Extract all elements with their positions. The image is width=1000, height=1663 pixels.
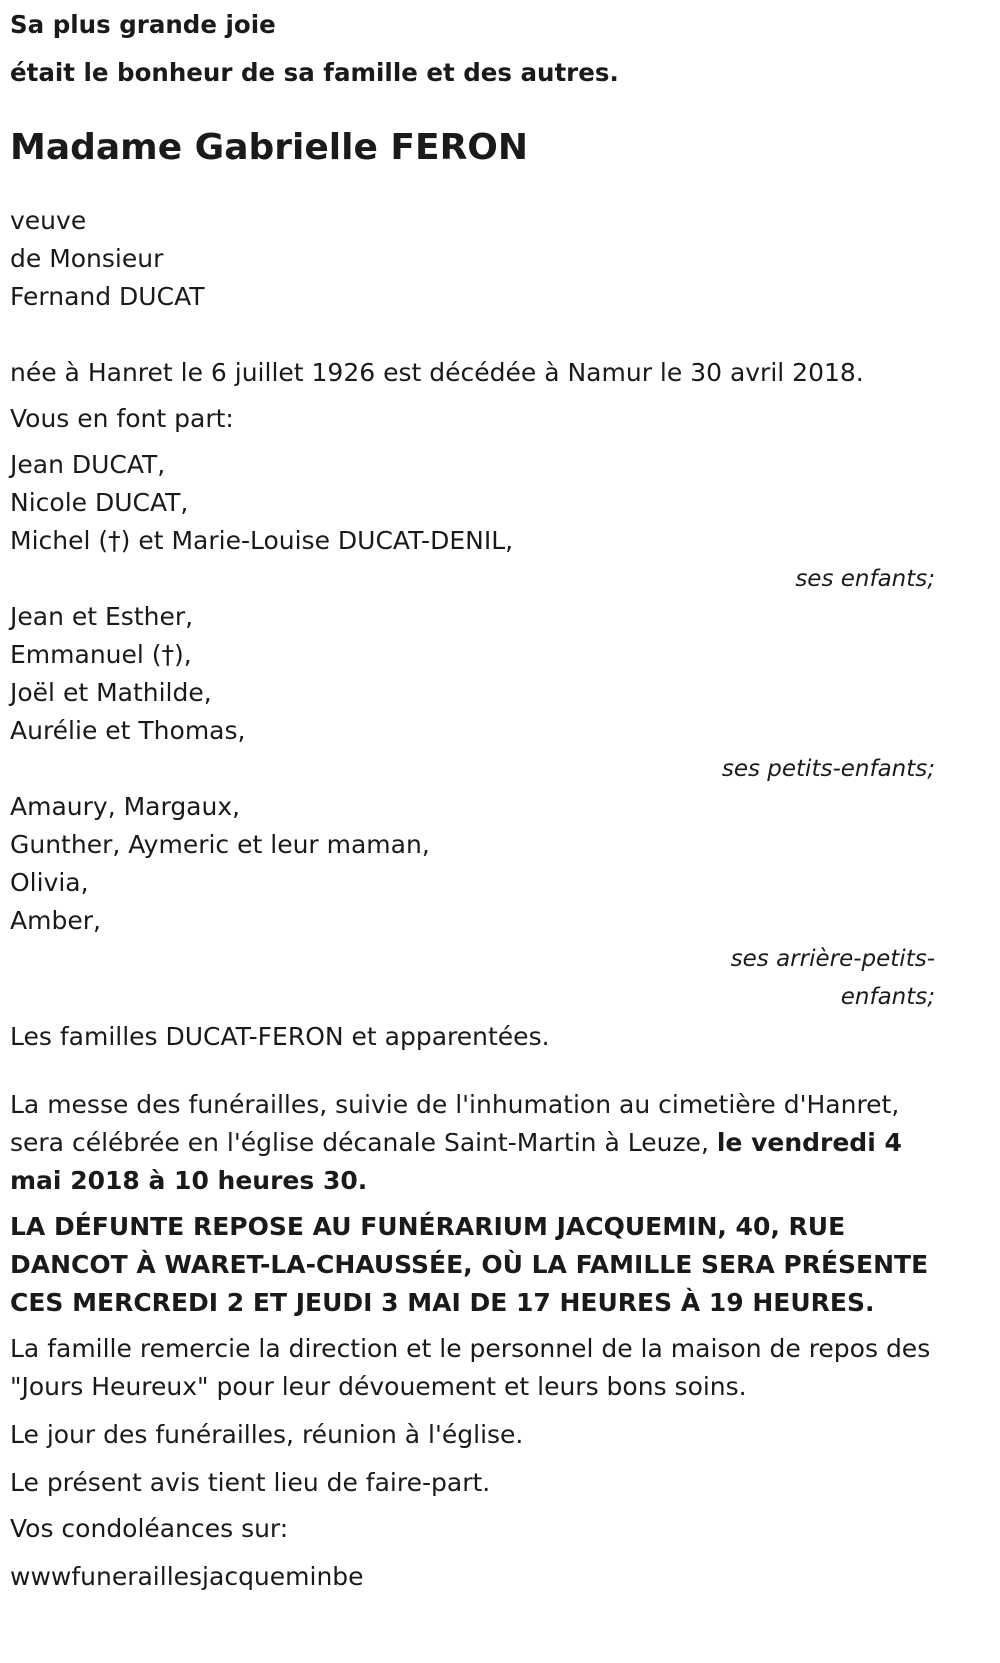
children-role: ses enfants;: [795, 566, 935, 592]
epigraph-line-1: Sa plus grande joie: [10, 10, 276, 39]
child-name: Jean DUCAT,: [10, 450, 166, 479]
condolences-website[interactable]: wwwfuneraillesjacqueminbe: [10, 1562, 364, 1591]
great-grandchild-name: Olivia,: [10, 868, 89, 897]
grandchild-name: Aurélie et Thomas,: [10, 716, 246, 745]
meeting-line: Le jour des funérailles, réunion à l'église.: [10, 1420, 524, 1449]
grandchildren-block: [10, 598, 1000, 788]
mass-date: le vendredi 4 mai 2018 à 10 heures 30.: [10, 1128, 902, 1195]
spouse-line-2: de Monsieur: [10, 244, 164, 273]
great-grandchild-name: Gunther, Aymeric et leur maman,: [10, 830, 430, 859]
notice-line: Le présent avis tient lieu de faire-part.: [10, 1468, 491, 1497]
birth-death-line: née à Hanret le 6 juillet 1926 est décédée à Namur le 30 avril 2018.: [10, 358, 864, 387]
great-grandchild-name: Amber,: [10, 906, 101, 935]
grandchild-name: Joël et Mathilde,: [10, 678, 212, 707]
spouse-block: [10, 202, 1000, 316]
child-name: Michel (†) et Marie-Louise DUCAT-DENIL,: [10, 526, 514, 555]
great-grandchildren-block: [10, 788, 1000, 1016]
great-grandchild-name: Amaury, Margaux,: [10, 792, 241, 821]
families-line: Les familles DUCAT-FERON et apparentées.: [10, 1022, 550, 1051]
deceased-name: Madame Gabrielle FERON: [10, 127, 529, 168]
repose-notice: LA DÉFUNTE REPOSE AU FUNÉRARIUM JACQUEMIN, 40, RUE DANCOT À WARET-LA-CHAUSSÉE, OÙ LA FAMILLE SERA PRÉSENTE CES MERCREDI 2 ET JEUDI 3 MAI DE 17 HEURES À 19 HEURES.: [10, 1212, 929, 1317]
great-grandchildren-role: [10, 940, 935, 1016]
spouse-line-1: veuve: [10, 206, 87, 235]
child-name: Nicole DUCAT,: [10, 488, 189, 517]
great-grandchildren-role-line-2: enfants;: [840, 984, 935, 1010]
grandchildren-role: ses petits-enfants;: [721, 756, 935, 782]
spouse-line-3: Fernand DUCAT: [10, 282, 205, 311]
mass-paragraph: [10, 1086, 935, 1200]
epigraph: [10, 0, 1000, 97]
grandchild-name: Emmanuel (†),: [10, 640, 192, 669]
grandchild-name: Jean et Esther,: [10, 602, 194, 631]
great-grandchildren-role-line-1: ses arrière-petits-: [730, 946, 935, 972]
mass-text: La messe des funérailles, suivie de l'inhumation au cimetière d'Hanret, sera célébrée en l'église décanale Saint-Martin à Leuze,: [10, 1090, 900, 1157]
condolences-label: Vos condoléances sur:: [10, 1514, 289, 1543]
epigraph-line-2: était le bonheur de sa famille et des autres.: [10, 58, 619, 87]
thanks-paragraph: La famille remercie la direction et le personnel de la maison de repos des "Jours Heureux" pour leur dévouement et leurs bons soins.: [10, 1334, 931, 1401]
announce-intro: Vous en font part:: [10, 404, 234, 433]
children-block: [10, 446, 1000, 598]
